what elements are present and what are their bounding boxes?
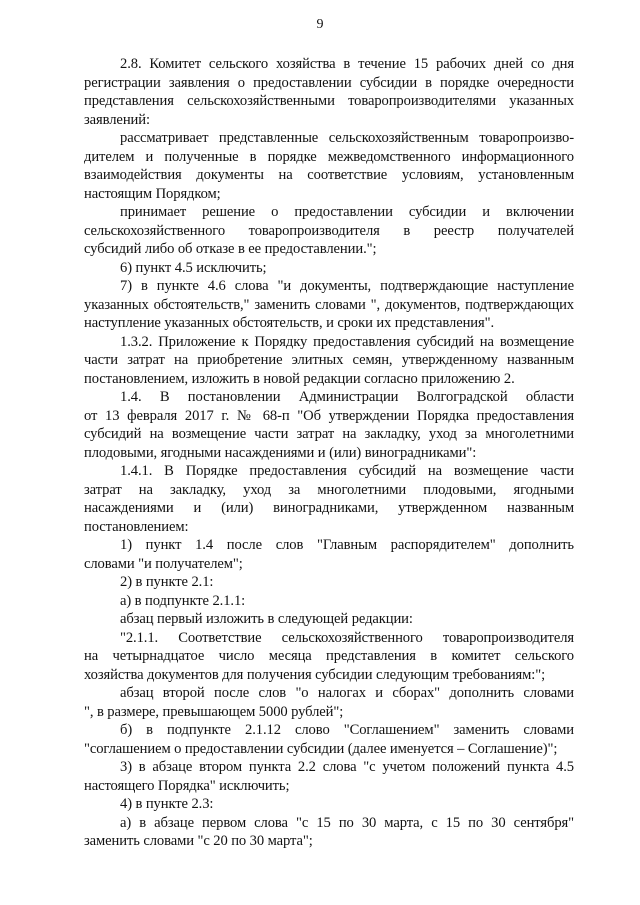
paragraph-line: части затрат на приобретение элитных семян, утвержденному названным — [84, 352, 574, 368]
paragraph — [84, 573, 574, 592]
paragraph-line: 6) пункт 4.5 исключить; — [120, 259, 267, 276]
paragraph — [84, 388, 574, 462]
paragraph-line: насаждениями и (или) виноградниками, утвержденном названным — [84, 500, 574, 516]
paragraph-line: взаимодействия документы на соответствие условиям, установленным — [84, 167, 574, 183]
paragraph-line: настоящим Порядком; — [84, 185, 221, 202]
paragraph — [84, 536, 574, 573]
paragraph — [84, 721, 574, 758]
paragraph-line: абзац второй после слов "о налогах и сборах" дополнить словами — [120, 685, 574, 701]
paragraph-line: 1.3.2. Приложение к Порядку предоставления субсидий на возмещение — [120, 333, 574, 350]
paragraph-line: регистрации заявления о предоставлении субсидии в порядке очередности — [84, 74, 574, 91]
paragraph — [84, 277, 574, 333]
paragraph-line: 4) в пункте 2.3: — [120, 796, 214, 812]
paragraph-line: принимает решение о предоставлении субсидии и включении — [120, 204, 574, 220]
paragraph-line: 7) в пункте 4.6 слова "и документы, подтверждающие наступление — [120, 278, 574, 294]
paragraph-line: субсидий либо об отказе в ее предоставлении."; — [84, 241, 377, 257]
paragraph-line: хозяйства документов для получения субсидии следующим требованиям:"; — [84, 666, 546, 683]
paragraph-line: 1.4. В постановлении Администрации Волгоградской области — [120, 389, 574, 405]
paragraph — [84, 758, 574, 795]
paragraph — [84, 684, 574, 721]
paragraph-line: 1.4.1. В Порядке предоставления субсидий на возмещение части — [120, 463, 574, 479]
paragraph-line: а) в абзаце первом слова "с 15 по 30 марта, с 15 по 30 сентября" — [120, 814, 574, 831]
paragraph — [84, 795, 574, 814]
paragraph-line: представления сельскохозяйственными товаропроизводителями указанных — [84, 93, 574, 109]
paragraph-line: постановлением, изложить в новой редакции согласно приложению 2. — [84, 370, 515, 387]
paragraph-line: ", в размере, превышающем 5000 рублей"; — [84, 703, 344, 720]
paragraph — [84, 129, 574, 203]
paragraph — [84, 259, 574, 278]
paragraph-line: постановлением: — [84, 518, 189, 535]
paragraph-line: сельскохозяйственного товаропроизводителя в реестр получателей — [84, 222, 574, 239]
page-number: 9 — [316, 17, 324, 32]
paragraph — [84, 814, 574, 851]
paragraph-line: "2.1.1. Соответствие сельскохозяйственного товаропроизводителя — [120, 629, 574, 646]
paragraph-line: субсидий на возмещение части затрат на закладку, уход за многолетними — [84, 426, 574, 442]
paragraph-line: плодовыми, ягодными насаждениями и (или) виноградниками": — [84, 444, 477, 461]
paragraph-line: заменить словами "с 20 по 30 марта"; — [84, 833, 313, 849]
paragraph-line: заявлений: — [84, 111, 150, 128]
paragraph-line: дителем и полученные в порядке межведомственного информационного — [84, 148, 574, 165]
paragraph-line: затрат на закладку, уход за многолетними плодовыми, ягодными — [84, 481, 574, 498]
paragraph — [84, 333, 574, 389]
document-body — [84, 55, 574, 851]
paragraph — [84, 203, 574, 259]
paragraph-line: рассматривает представленные сельскохозяйственным товаропроизво- — [120, 130, 574, 146]
paragraph — [84, 610, 574, 629]
paragraph-line: абзац первый изложить в следующей редакции: — [120, 611, 413, 627]
paragraph-line: наступление указанных обстоятельств, и сроки их представления". — [84, 315, 495, 331]
paragraph-line: словами "и получателем"; — [84, 555, 243, 572]
paragraph — [84, 592, 574, 611]
paragraph-line: 1) пункт 1.4 после слов "Главным распорядителем" дополнить — [120, 537, 574, 553]
paragraph-line: б) в подпункте 2.1.12 слово "Соглашением" заменить словами — [120, 722, 574, 738]
paragraph — [84, 629, 574, 685]
paragraph-line: "соглашением о предоставлении субсидии (далее именуется – Соглашение)"; — [84, 740, 558, 757]
paragraph-line: а) в подпункте 2.1.1: — [120, 592, 246, 609]
paragraph-line: 2) в пункте 2.1: — [120, 574, 214, 590]
paragraph-line: от 13 февраля 2017 г. № 68-п "Об утверждении Порядка предоставления — [84, 407, 574, 424]
paragraph — [84, 55, 574, 129]
paragraph — [84, 462, 574, 536]
paragraph-line: 3) в абзаце втором пункта 2.2 слова "с учетом положений пункта 4.5 — [120, 759, 574, 775]
paragraph-line: настоящего Порядка" исключить; — [84, 777, 290, 794]
paragraph-line: 2.8. Комитет сельского хозяйства в течение 15 рабочих дней со дня — [120, 56, 574, 72]
paragraph-line: на четырнадцатое число месяца представления в комитет сельского — [84, 648, 574, 664]
paragraph-line: указанных обстоятельств," заменить словами ", документов, подтверждающих — [84, 296, 574, 313]
